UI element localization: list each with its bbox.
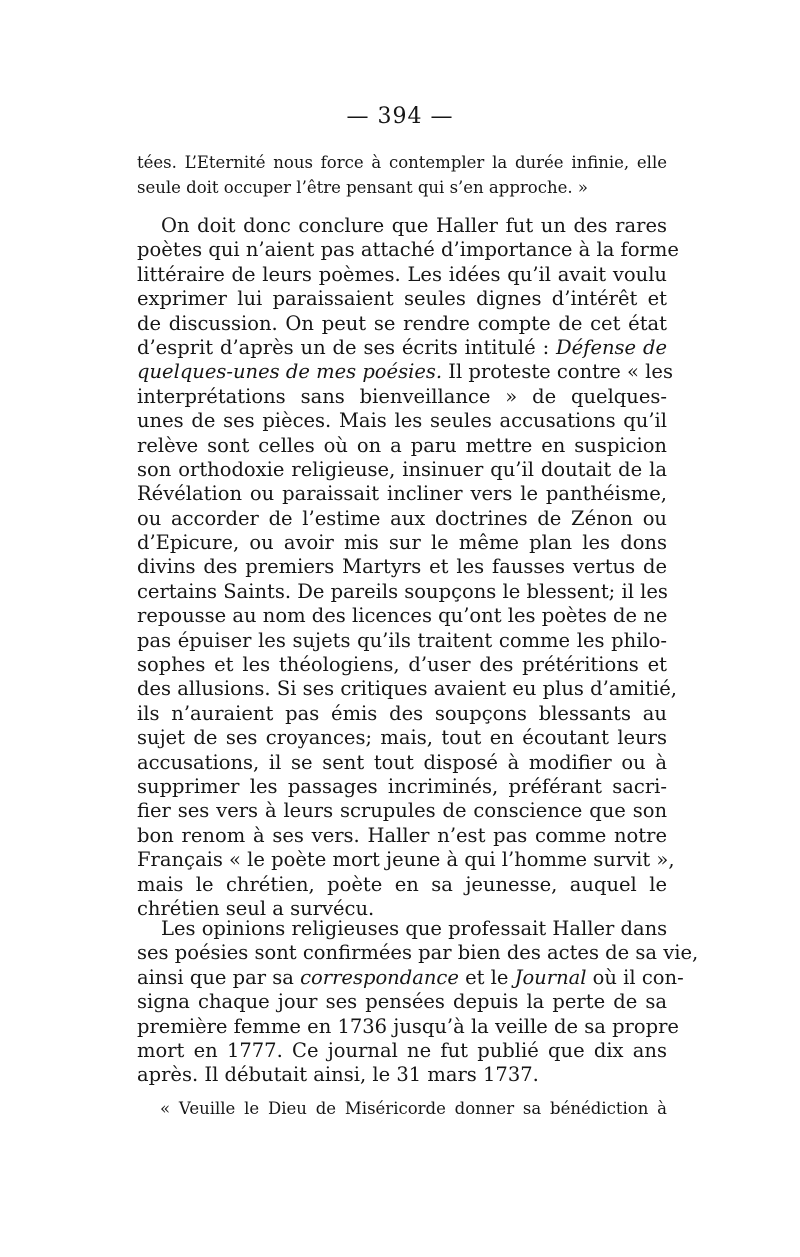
- text-line: relève sont celles où on a paru mettre en suspicion: [137, 433, 667, 457]
- text-line: seule doit occuper l’être pensant qui s’en approche. »: [137, 178, 588, 197]
- text-line: première femme en 1736 jusqu’à la veille de sa propre: [137, 1014, 679, 1038]
- text-line: repousse au nom des licences qu’ont les poètes de ne: [137, 604, 668, 628]
- text-line: interprétations sans bienveillance » de quelques-: [137, 384, 667, 408]
- page-number: — 394 —: [346, 104, 454, 129]
- italic-title: Défense de: [556, 335, 667, 359]
- text-line: son orthodoxie religieuse, insinuer qu’il doutait de la: [137, 457, 667, 481]
- italic-title: correspondance: [300, 965, 459, 989]
- text-line: littéraire de leurs poèmes. Les idées qu’il avait voulu: [137, 262, 667, 286]
- text-line: pas épuiser les sujets qu’ils traitent comme les philo-: [137, 628, 667, 652]
- text-line: fier ses vers à leurs scrupules de conscience que son: [137, 799, 667, 823]
- text-line: Révélation ou paraissait incliner vers le panthéisme,: [137, 482, 667, 506]
- text-line: ou accorder de l’estime aux doctrines de Zénon ou: [137, 506, 667, 530]
- text-line: exprimer lui paraissaient seules dignes d’intérêt et: [137, 287, 667, 311]
- text-line: [137, 336, 667, 360]
- text-line: mort en 1777. Ce journal ne fut publié que dix ans: [137, 1038, 667, 1062]
- text-line: tées. L’Eternité nous force à contempler la durée infinie, elle: [137, 153, 667, 172]
- text-line: mais le chrétien, poète en sa jeunesse, auquel le: [137, 872, 667, 896]
- text-line: certains Saints. De pareils soupçons le blessent; il les: [137, 579, 668, 603]
- text-line: Les opinions religieuses que professait Haller dans: [161, 917, 668, 940]
- text-line: ses poésies sont confirmées par bien des actes de sa vie,: [137, 941, 699, 965]
- text-line: sophes et les théologiens, d’user des prétéritions et: [137, 653, 667, 677]
- paragraph-religious-opinions: [137, 917, 699, 1088]
- text-line: poètes qui n’aient pas attaché d’importance à la forme: [137, 238, 679, 262]
- text-line: sujet de ses croyances; mais, tout en écoutant leurs: [137, 726, 667, 750]
- text-line: Français « le poète mort jeune à qui l’homme survit »,: [137, 848, 675, 872]
- text-line: chrétien seul a survécu.: [137, 896, 375, 920]
- text-line: signa chaque jour ses pensées depuis la perte de sa: [137, 990, 667, 1014]
- text-line: d’Epicure, ou avoir mis sur le même plan les dons: [137, 531, 667, 555]
- text-line: ils n’auraient pas émis des soupçons blessants au: [137, 701, 667, 725]
- text-line: bon renom à ses vers. Haller n’est pas comme notre: [137, 823, 667, 847]
- text-run: et le: [458, 965, 515, 989]
- text-line: accusations, il se sent tout disposé à modifier ou à: [137, 750, 667, 774]
- paragraph-haller-poetry: [137, 214, 679, 921]
- text-line: unes de ses pièces. Mais les seules accusations qu’il: [137, 409, 667, 433]
- text-line: après. Il débutait ainsi, le 31 mars 1737.: [137, 1063, 539, 1087]
- text-line: divins des premiers Martyrs et les fausses vertus de: [137, 555, 667, 579]
- text-line: On doit donc conclure que Haller fut un des rares: [161, 214, 667, 237]
- text-run: Il proteste contre « les: [442, 360, 673, 384]
- text-line: [137, 965, 684, 990]
- text-line: des allusions. Si ses critiques avaient eu plus d’amitié,: [137, 677, 677, 701]
- text-run: où il con-: [586, 965, 684, 989]
- quote-continuation: [137, 150, 667, 200]
- text-line: [137, 360, 673, 384]
- text-line: de discussion. On peut se rendre compte de cet état: [137, 311, 667, 335]
- text-run: d’esprit d’après un de ses écrits intitulé :: [137, 335, 557, 359]
- italic-title: quelques-unes de mes poésies.: [137, 360, 443, 384]
- text-line: supprimer les passages incriminés, préférant sacri-: [137, 774, 667, 798]
- italic-title: Journal: [514, 965, 587, 989]
- journal-quote-start: « Veuille le Dieu de Miséricorde donner sa bénédiction à: [160, 1099, 667, 1118]
- text-run: ainsi que par sa: [137, 965, 301, 989]
